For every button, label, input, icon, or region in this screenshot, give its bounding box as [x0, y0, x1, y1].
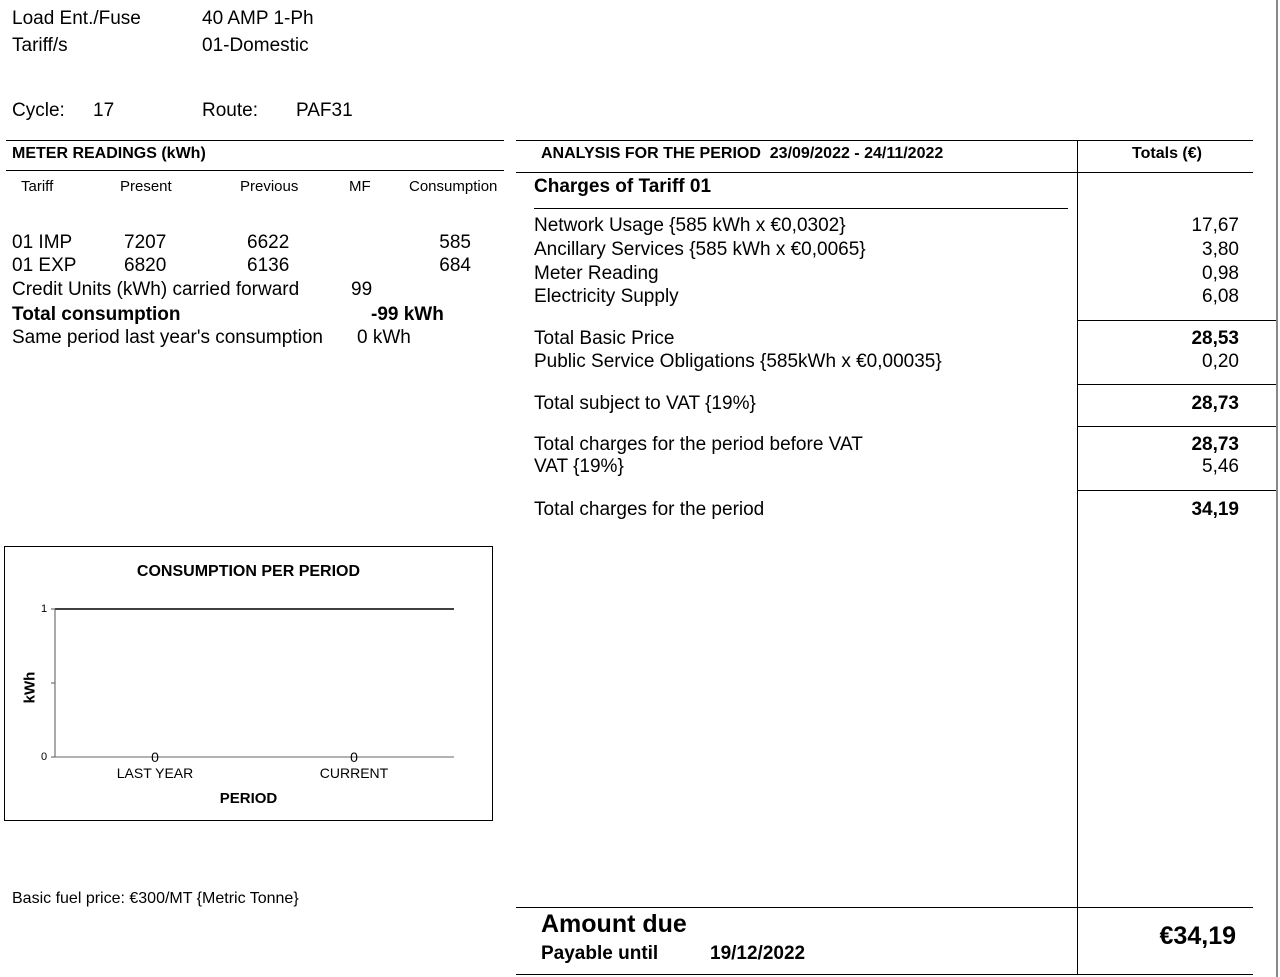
pso-value: 0,20 [1202, 351, 1239, 372]
chart-ylabel: kWh [21, 671, 39, 704]
meter-row-present: 6820 [124, 255, 167, 276]
analysis-period: 23/09/2022 - 24/11/2022 [769, 145, 944, 162]
chart-ytick-label: 1 [41, 603, 48, 615]
chart-xlabel: PERIOD [219, 790, 278, 807]
analysis-title [541, 145, 943, 163]
charge-line-value: 6,08 [1202, 286, 1239, 307]
page-right-border [1276, 0, 1278, 977]
analysis-title-text: ANALYSIS FOR THE PERIOD [541, 145, 761, 162]
before-vat-label: Total charges for the period before VAT [534, 434, 863, 455]
pso-label: Public Service Obligations {585kWh x €0,00035} [534, 351, 942, 372]
charges-title-rule [534, 208, 1068, 209]
meter-row-consumption: 684 [439, 255, 471, 276]
tariff-label: Tariff/s [12, 35, 68, 56]
cycle-label: Cycle: [12, 100, 65, 121]
amount-due-label: Amount due [541, 910, 687, 938]
analysis-top-rule [516, 140, 1253, 141]
analysis-header-rule [516, 172, 1253, 173]
meter-row-previous: 6622 [247, 232, 290, 253]
vat-label: VAT {19%} [534, 456, 624, 477]
basic-price-value: 28,53 [1191, 328, 1239, 349]
totals-header: Totals (€) [1132, 145, 1202, 162]
route-value: PAF31 [296, 100, 353, 121]
totals-rule [1078, 384, 1276, 385]
chart-category-label: CURRENT [319, 765, 389, 781]
chart-data-label: 0 [350, 749, 358, 765]
meter-col-previous: Previous [240, 178, 299, 195]
tariff-value: 01-Domestic [202, 35, 309, 56]
cycle-value: 17 [93, 100, 115, 121]
amount-due-value: €34,19 [1159, 922, 1236, 950]
total-consumption-label: Total consumption [12, 304, 181, 325]
meter-row-present: 7207 [124, 232, 167, 253]
total-consumption-value: -99 kWh [371, 304, 444, 325]
load-value: 40 AMP 1-Ph [202, 8, 314, 29]
credit-value: 99 [351, 279, 373, 300]
totals-rule [1078, 426, 1276, 427]
meter-top-rule [6, 140, 504, 141]
chart-canvas [5, 547, 492, 820]
charge-line-label: Network Usage {585 kWh x €0,0302} [534, 215, 846, 236]
chart-ytick-label: 0 [41, 751, 48, 763]
same-period-value: 0 kWh [357, 327, 411, 348]
chart-category-label: LAST YEAR [116, 765, 194, 781]
charge-line-value: 3,80 [1202, 239, 1239, 260]
basic-price-label: Total Basic Price [534, 328, 675, 349]
subject-vat-value: 28,73 [1191, 393, 1239, 414]
fuel-note: Basic fuel price: €300/MT {Metric Tonne} [12, 890, 299, 907]
meter-col-mf: MF [349, 178, 371, 195]
meter-row-tariff: 01 IMP [12, 232, 73, 253]
period-total-value: 34,19 [1191, 499, 1239, 520]
totals-rule [1078, 490, 1276, 491]
totals-rule [1078, 320, 1276, 321]
totals-column-divider [1077, 140, 1078, 975]
credit-label: Credit Units (kWh) carried forward [12, 279, 300, 300]
amount-bottom-rule [516, 974, 1253, 975]
chart-data-label: 0 [151, 749, 159, 765]
meter-col-consumption: Consumption [409, 178, 498, 195]
before-vat-value: 28,73 [1191, 434, 1239, 455]
load-label: Load Ent./Fuse [12, 8, 141, 29]
meter-row-previous: 6136 [247, 255, 290, 276]
charge-line-value: 17,67 [1191, 215, 1239, 236]
meter-title: METER READINGS (kWh) [12, 145, 206, 162]
payable-until-date: 19/12/2022 [710, 943, 806, 964]
route-label: Route: [202, 100, 258, 121]
meter-row-tariff: 01 EXP [12, 255, 77, 276]
amount-top-rule [516, 907, 1253, 908]
meter-col-present: Present [120, 178, 172, 195]
meter-header-rule [6, 170, 504, 171]
charge-line-label: Ancillary Services {585 kWh x €0,0065} [534, 239, 866, 260]
consumption-chart [4, 546, 493, 821]
payable-until-label: Payable until [541, 943, 659, 964]
charge-line-label: Electricity Supply [534, 286, 679, 307]
chart-title: CONSUMPTION PER PERIOD [136, 563, 361, 580]
charge-line-label: Meter Reading [534, 263, 659, 284]
meter-col-tariff: Tariff [21, 178, 54, 195]
charges-title: Charges of Tariff 01 [534, 176, 712, 197]
subject-vat-label: Total subject to VAT {19%} [534, 393, 756, 414]
charge-line-value: 0,98 [1202, 263, 1239, 284]
same-period-label: Same period last year's consumption [12, 327, 323, 348]
vat-value: 5,46 [1202, 456, 1239, 477]
meter-row-consumption: 585 [439, 232, 471, 253]
period-total-label: Total charges for the period [534, 499, 765, 520]
